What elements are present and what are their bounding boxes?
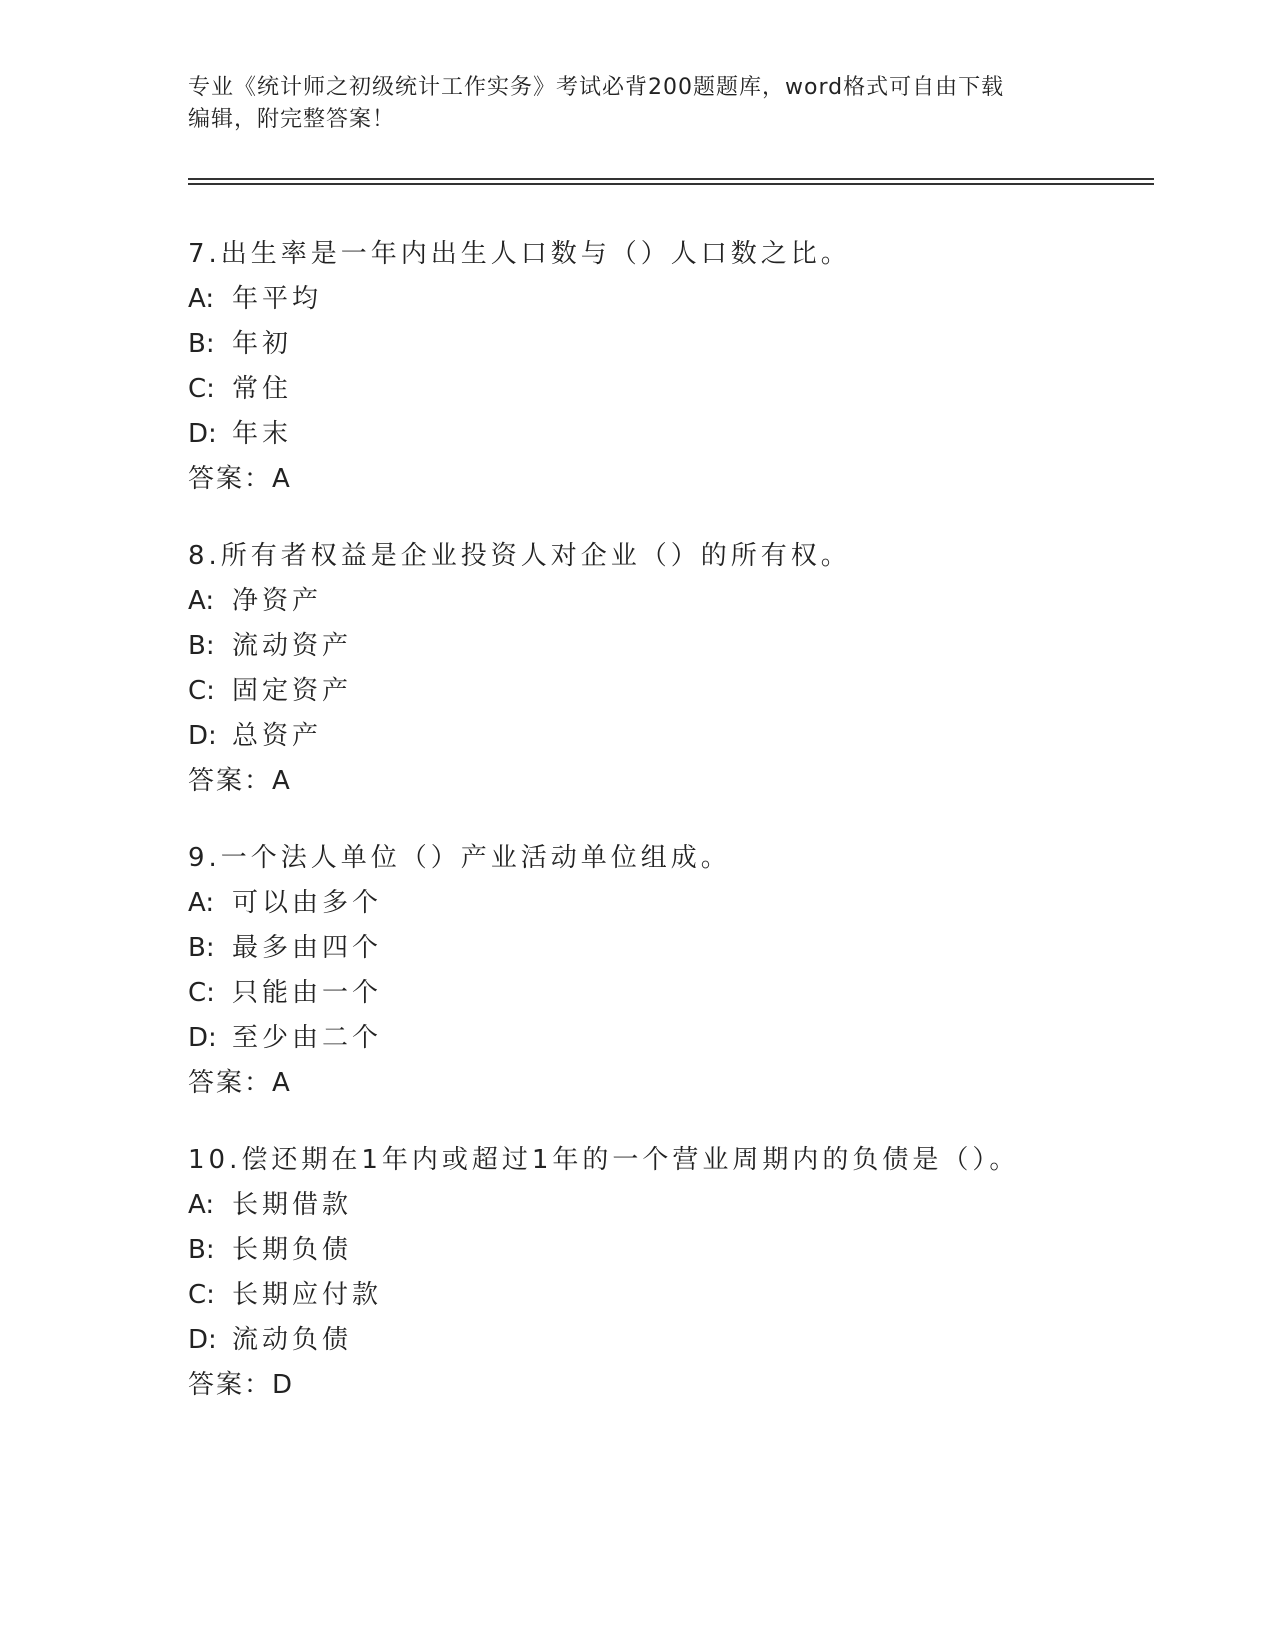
answer-line: 答案：A	[188, 1068, 292, 1098]
question-8	[188, 540, 1148, 797]
option-d	[188, 1022, 1148, 1067]
option-letter: A:	[188, 1190, 215, 1220]
option-text: 长期负债	[232, 1235, 353, 1265]
option-b	[188, 630, 1148, 675]
option-letter: B:	[188, 933, 215, 963]
option-text: 只能由一个	[232, 978, 383, 1008]
option-letter: B:	[188, 1235, 215, 1265]
header-line-2: 编辑，附完整答案！	[188, 107, 396, 132]
option-letter: A:	[188, 888, 215, 918]
question-stem: 7.出生率是一年内出生人口数与（）人口数之比。	[188, 239, 851, 269]
option-c	[188, 977, 1148, 1022]
option-b	[188, 932, 1148, 977]
option-letter: C:	[188, 978, 215, 1008]
option-text: 年初	[232, 329, 293, 359]
option-letter: D:	[188, 419, 217, 449]
header-divider-top	[188, 178, 1154, 180]
option-a	[188, 887, 1148, 932]
option-d	[188, 1324, 1148, 1369]
question-stem: 10.偿还期在1年内或超过1年的一个营业周期内的负债是（）。	[188, 1145, 1020, 1175]
header-line-1: 专业《统计师之初级统计工作实务》考试必背200题题库，word格式可自由下载	[188, 75, 1005, 100]
question-10	[188, 1144, 1148, 1401]
option-c	[188, 675, 1148, 720]
option-letter: B:	[188, 329, 215, 359]
answer-line: 答案：A	[188, 464, 292, 494]
option-text: 最多由四个	[232, 933, 383, 963]
option-text: 流动负债	[232, 1325, 353, 1355]
option-b	[188, 1234, 1148, 1279]
document-header	[188, 72, 1088, 136]
question-7	[188, 238, 1148, 495]
option-text: 至少由二个	[232, 1023, 383, 1053]
option-a	[188, 1189, 1148, 1234]
option-a	[188, 585, 1148, 630]
option-letter: D:	[188, 1023, 217, 1053]
option-text: 年末	[232, 419, 293, 449]
option-letter: C:	[188, 374, 215, 404]
option-c	[188, 1279, 1148, 1324]
option-c	[188, 373, 1148, 418]
option-text: 固定资产	[232, 676, 353, 706]
option-text: 年平均	[232, 284, 323, 314]
option-b	[188, 328, 1148, 373]
option-a	[188, 283, 1148, 328]
option-letter: C:	[188, 1280, 215, 1310]
header-divider-bottom	[188, 183, 1154, 185]
question-list	[188, 238, 1148, 1446]
option-letter: A:	[188, 284, 215, 314]
option-letter: A:	[188, 586, 215, 616]
option-letter: C:	[188, 676, 215, 706]
option-letter: D:	[188, 721, 217, 751]
option-d	[188, 418, 1148, 463]
option-d	[188, 720, 1148, 765]
option-text: 长期借款	[232, 1190, 353, 1220]
question-9	[188, 842, 1148, 1099]
option-text: 长期应付款	[232, 1280, 383, 1310]
option-letter: D:	[188, 1325, 217, 1355]
option-text: 总资产	[232, 721, 323, 751]
option-text: 可以由多个	[232, 888, 383, 918]
option-text: 流动资产	[232, 631, 353, 661]
question-stem: 9.一个法人单位（）产业活动单位组成。	[188, 843, 731, 873]
question-stem: 8.所有者权益是企业投资人对企业（）的所有权。	[188, 541, 851, 571]
answer-line: 答案：A	[188, 766, 292, 796]
answer-line: 答案：D	[188, 1370, 295, 1400]
option-text: 净资产	[232, 586, 323, 616]
option-letter: B:	[188, 631, 215, 661]
option-text: 常住	[232, 374, 293, 404]
